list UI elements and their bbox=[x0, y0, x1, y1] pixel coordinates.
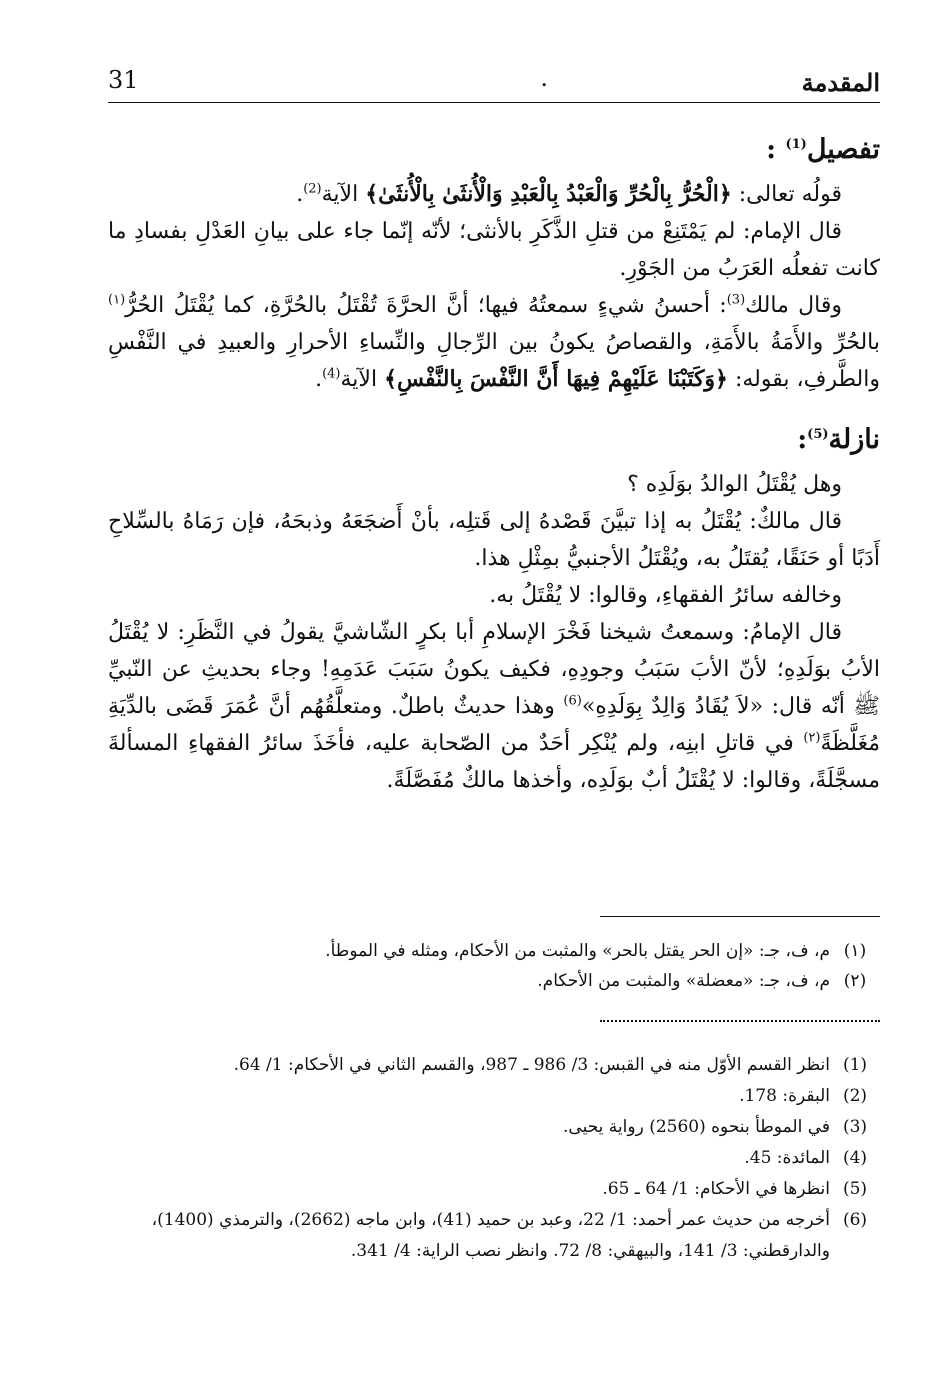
footnote: (5) انظرها في الأحكام: 1/ 64 ـ 65. bbox=[602, 1179, 868, 1199]
running-title: المقدمة bbox=[801, 68, 880, 97]
main-text bbox=[108, 118, 880, 799]
variant-note: (١) م، ف، جـ: «إن الحر يقتل بالحر» والمثبت من الأحكام، ومثله في الموطأ. bbox=[325, 941, 867, 961]
paragraph-imam-1: قال الإمام: لم يَمْتَنِعْ من قتلِ الذَّكَرِ بالأنثى؛ لأنّه إنّما جاء على بيانِ العَدْلِ بفسادِ ما كانت تفعلُه العَرَبُ من الجَوْرِ. bbox=[108, 219, 880, 281]
footnote-ref: (6) bbox=[563, 693, 582, 709]
footnote: (4) المائدة: 45. bbox=[744, 1148, 868, 1168]
footnote-ref: (3) bbox=[726, 292, 746, 308]
footnote-ref: (5) bbox=[807, 427, 829, 442]
variant-notes-rule bbox=[600, 916, 880, 917]
footnote: (6) أخرجه من حديث عمر أحمد: 1/ 22، وعبد بن حميد (41)، وابن ماجه (2662)، والترمذي (1400)، والدارقطني: 3/ 141، والبيهقي: 8/ 72. وانظر نصب الراية: 4/ 341. bbox=[151, 1210, 868, 1261]
footnote: (1) انظر القسم الأوّل منه في القبس: 3/ 986 ـ 987، والقسم الثاني في الأحكام: 1/ 64. bbox=[233, 1055, 868, 1075]
footnote-ref: (1) bbox=[785, 137, 807, 152]
quran-verse: ﴿الْحُرُّ بِالْحُرِّ وَالْعَبْدُ بِالْعَبْدِ وَالْأُنثَىٰ بِالْأُنثَىٰ﴾ bbox=[365, 181, 732, 207]
footnote-ref: (2) bbox=[303, 181, 322, 197]
variant-ref: (١) bbox=[108, 292, 126, 308]
page-header bbox=[108, 62, 880, 102]
paragraph-question: وهل يُقْتَلُ الوالدُ بوَلَدِه ؟ bbox=[627, 472, 842, 497]
footnotes bbox=[110, 1050, 880, 1267]
footnote: (2) البقرة: 178. bbox=[739, 1086, 868, 1106]
footnotes-separator bbox=[600, 1020, 880, 1032]
section-heading-nazila: نازلة$^{(5)}$: bbox=[797, 424, 880, 455]
paragraph-imam-2: قال الإمامُ: وسمعتُ شيخنا فَخْرَ الإسلامِ أبا بكرٍ الشّاشيَّ يقولُ في النَّظَرِ: لا يُقْتَلُ الأبُ بوَلَدِهِ؛ لأنّ الأبَ سَبَبُ وجودِهِ، فكيف يكونُ سَبَبَ عَدَمِهِ! وجاء بحديثِ عن النّبيِّ ﷺ أنّه قال: «لاَ يُقَادُ وَالِدٌ بِوَلَدِهِ»$^{(6)}$ وهذا حديثٌ باطلٌ. ومتعلَّقُهُم أنَّ عُمَرَ قَضَى بالدِّيَةِ مُغَلَّظَةً$^{(٢)}$ في قاتلِ ابنِه، ولم يُنْكِر أحَدٌ من الصّحابة عليه، فأخَذَ سائرُ الفقهاءِ المسألةَ مسجَّلَةً، وقالوا: لا يُقْتَلُ أبٌ بوَلَدِه، وأخذها مالكٌ مُفَصَّلَةً. bbox=[108, 620, 880, 793]
variant-ref: (٢) bbox=[803, 730, 821, 746]
paragraph-fuqaha: وخالفه سائرُ الفقهاءِ، وقالوا: لا يُقْتَلُ به. bbox=[489, 583, 842, 608]
footnote-ref: (4) bbox=[322, 366, 341, 382]
paragraph-verse-1: قولُه تعالى: ﴿الْحُرُّ بِالْحُرِّ وَالْعَبْدُ بِالْعَبْدِ وَالْأُنثَىٰ بِالْأُنثَىٰ﴾ الآية$^{(2)}$. bbox=[296, 181, 842, 207]
header-dot: . bbox=[540, 64, 548, 92]
paragraph-malik-2: قال مالكٌ: يُقْتَلُ به إذا تبيَّنَ قَصْدهُ إلى قَتلِه، بأنْ أَضجَعَهُ وذبحَهُ، فإن رَمَاهُ بالسِّلاحِ أَدَبًا أو حَنَقًا، يُقتَلُ به، ويُقْتَلُ الأجنبيُّ بمِثْلِ هذا. bbox=[108, 509, 880, 571]
variant-note: (٢) م، ف، جـ: «معضلة» والمثبت من الأحكام. bbox=[537, 971, 867, 991]
paragraph-malik-1: وقال مالك$^{(3)}$: أحسنُ شيءٍ سمعتُهُ فيها؛ أنَّ الحرَّةَ تُقْتَلُ بالحُرَّةِ، كما يُقْتَلُ الحُرُّ$^{(١)}$ بالحُرِّ والأَمَةُ بالأَمَةِ، والقصاصُ يكونُ بين الرِّجالِ والنِّساءِ الأحرارِ والعبيدِ في النَّفْسِ والطَّرفِ، بقوله: ﴿وَكَتَبْنَا عَلَيْهِمْ فِيهَا أَنَّ النَّفْسَ بِالنَّفْسِ﴾ الآية$^{(4)}$. bbox=[108, 292, 880, 392]
variant-notes bbox=[110, 936, 880, 996]
section-heading-tafsil: تفصيل$^{(1)}$ : bbox=[766, 134, 880, 165]
page-number: 31 bbox=[108, 66, 139, 94]
header-rule bbox=[108, 102, 880, 103]
footnote: (3) في الموطأ بنحوه (2560) رواية يحيى. bbox=[563, 1117, 868, 1137]
quran-verse: ﴿وَكَتَبْنَا عَلَيْهِمْ فِيهَا أَنَّ النَّفْسَ بِالنَّفْسِ﴾ bbox=[384, 366, 728, 392]
